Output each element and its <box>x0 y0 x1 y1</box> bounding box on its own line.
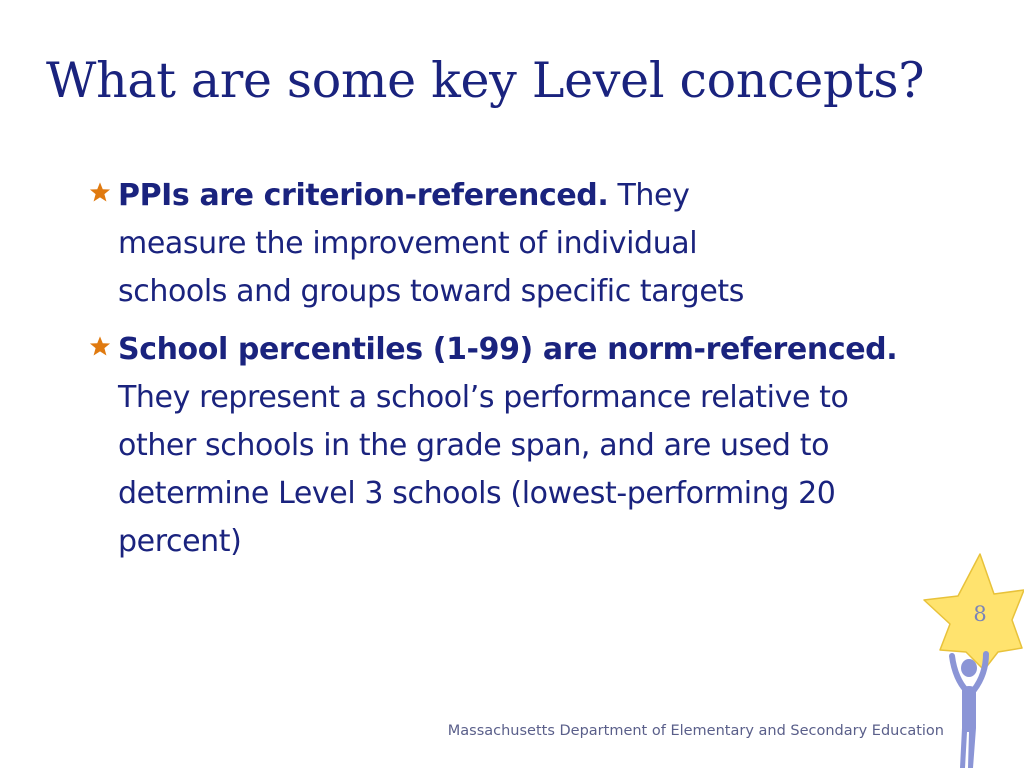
slide-title: What are some key Level concepts? <box>46 52 925 109</box>
person-holding-star-icon <box>918 552 1024 768</box>
bullet-body: They represent a school’s performance relative to other schools in the grade span, and are used to determine Level 3 schools (lowest-performing 20 percent) <box>118 380 849 559</box>
bullet-text <box>118 172 802 316</box>
bullet-text <box>118 326 922 566</box>
star-icon <box>82 326 118 374</box>
star-icon <box>82 172 118 220</box>
footer-text: Massachusetts Department of Elementary and Secondary Education <box>447 723 944 739</box>
bullet-bold-lead: PPIs are criterion-referenced. <box>118 178 609 213</box>
bullet-bold-lead: School percentiles (1-99) are norm-referenced. <box>118 332 898 367</box>
bullet-item <box>82 172 802 316</box>
bullet-list <box>82 172 962 576</box>
page-number: 8 <box>973 602 987 626</box>
bullet-body: They measure the improvement of individual schools and groups toward specific targets <box>118 178 744 309</box>
bullet-item <box>82 326 922 566</box>
